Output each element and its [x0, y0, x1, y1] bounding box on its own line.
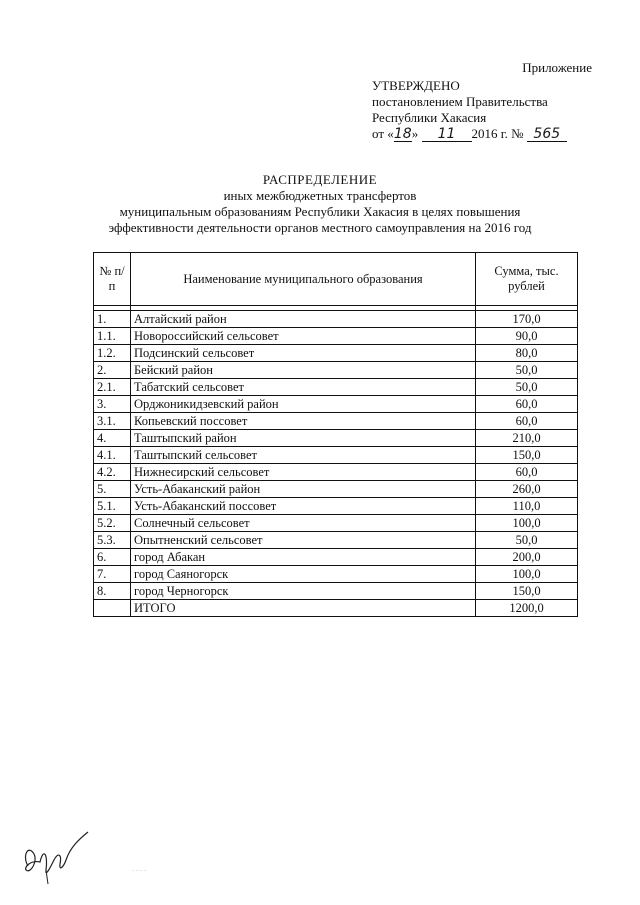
table-row: [94, 498, 578, 515]
row-number: 4.: [94, 430, 131, 447]
row-name: Копьевский поссовет: [131, 413, 476, 430]
row-sum: 100,0: [476, 515, 578, 532]
table-row: [94, 396, 578, 413]
title-line-1: иных межбюджетных трансфертов: [223, 188, 417, 203]
row-number: 5.2.: [94, 515, 131, 532]
title-line-3: эффективности деятельности органов местного самоуправления на 2016 год: [108, 220, 532, 235]
row-sum: 90,0: [476, 328, 578, 345]
row-number: 2.1.: [94, 379, 131, 396]
table-row: [94, 362, 578, 379]
row-sum: 100,0: [476, 566, 578, 583]
row-number: 1.2.: [94, 345, 131, 362]
row-number: 5.1.: [94, 498, 131, 515]
header-name: Наименование муниципального образования: [131, 253, 476, 306]
date-prefix: от «: [372, 126, 394, 141]
row-number: 2.: [94, 362, 131, 379]
row-name: Таштыпский район: [131, 430, 476, 447]
table-row: [94, 481, 578, 498]
row-sum: 50,0: [476, 362, 578, 379]
table-row: [94, 583, 578, 600]
row-name: город Саяногорск: [131, 566, 476, 583]
row-sum: 60,0: [476, 413, 578, 430]
row-name: Опытненский сельсовет: [131, 532, 476, 549]
row-number: 5.: [94, 481, 131, 498]
table-row: [94, 532, 578, 549]
row-number: 4.2.: [94, 464, 131, 481]
faint-mark: . . . .: [132, 864, 146, 873]
row-sum: 50,0: [476, 532, 578, 549]
row-name: Нижнесирский сельсовет: [131, 464, 476, 481]
row-name: Бейский район: [131, 362, 476, 379]
total-row: [94, 600, 578, 617]
row-name: Усть-Абаканский поссовет: [131, 498, 476, 515]
approved-org-line: Республики Хакасия: [372, 110, 487, 125]
approved-by-line: постановлением Правительства: [372, 94, 548, 109]
row-number: [94, 600, 131, 617]
row-number: 4.1.: [94, 447, 131, 464]
row-name: Алтайский район: [131, 311, 476, 328]
row-number: 6.: [94, 549, 131, 566]
date-month: 11: [422, 127, 472, 142]
row-name: Табатский сельсовет: [131, 379, 476, 396]
table-row: [94, 447, 578, 464]
table-row: [94, 430, 578, 447]
header-sum: Сумма, тыс. рублей: [476, 253, 578, 306]
row-name: Таштыпский сельсовет: [131, 447, 476, 464]
row-name: Усть-Абаканский район: [131, 481, 476, 498]
table-header-row: [94, 253, 578, 306]
appendix-label: Приложение: [522, 60, 592, 75]
approved-heading: УТВЕРЖДЕНО: [372, 78, 460, 93]
approval-block: [372, 78, 567, 142]
header-num: № п/п: [94, 253, 131, 306]
distribution-table: [93, 252, 578, 617]
table-row: [94, 566, 578, 583]
row-name: Новороссийский сельсовет: [131, 328, 476, 345]
row-sum: 60,0: [476, 464, 578, 481]
row-sum: 200,0: [476, 549, 578, 566]
row-sum: 170,0: [476, 311, 578, 328]
table-row: [94, 328, 578, 345]
row-number: 3.: [94, 396, 131, 413]
table-row: [94, 311, 578, 328]
row-sum: 1200,0: [476, 600, 578, 617]
table-row: [94, 515, 578, 532]
row-name: Подсинский сельсовет: [131, 345, 476, 362]
row-sum: 110,0: [476, 498, 578, 515]
row-name: город Черногорск: [131, 583, 476, 600]
row-name: Орджоникидзевский район: [131, 396, 476, 413]
row-name: ИТОГО: [131, 600, 476, 617]
title-main: РАСПРЕДЕЛЕНИЕ: [262, 172, 378, 187]
row-number: 7.: [94, 566, 131, 583]
row-number: 3.1.: [94, 413, 131, 430]
decree-number: 565: [527, 127, 567, 142]
table-row: [94, 549, 578, 566]
table-row: [94, 413, 578, 430]
row-number: 8.: [94, 583, 131, 600]
row-name: город Абакан: [131, 549, 476, 566]
row-name: Солнечный сельсовет: [131, 515, 476, 532]
approval-date-line: [372, 126, 567, 142]
row-number: 1.1.: [94, 328, 131, 345]
table-body: [94, 311, 578, 617]
row-sum: 80,0: [476, 345, 578, 362]
row-sum: 60,0: [476, 396, 578, 413]
date-year: 2016 г. №: [471, 126, 524, 141]
row-sum: 50,0: [476, 379, 578, 396]
table-row: [94, 379, 578, 396]
document-title: [0, 172, 640, 236]
date-quote-close: »: [411, 126, 419, 141]
handwritten-signature: [18, 826, 98, 886]
date-day: 18: [393, 126, 412, 142]
row-sum: 260,0: [476, 481, 578, 498]
table-row: [94, 464, 578, 481]
row-number: 1.: [94, 311, 131, 328]
row-number: 5.3.: [94, 532, 131, 549]
row-sum: 150,0: [476, 583, 578, 600]
table-row: [94, 345, 578, 362]
row-sum: 210,0: [476, 430, 578, 447]
title-line-2: муниципальным образованиям Республики Хакасия в целях повышения: [119, 204, 521, 219]
row-sum: 150,0: [476, 447, 578, 464]
